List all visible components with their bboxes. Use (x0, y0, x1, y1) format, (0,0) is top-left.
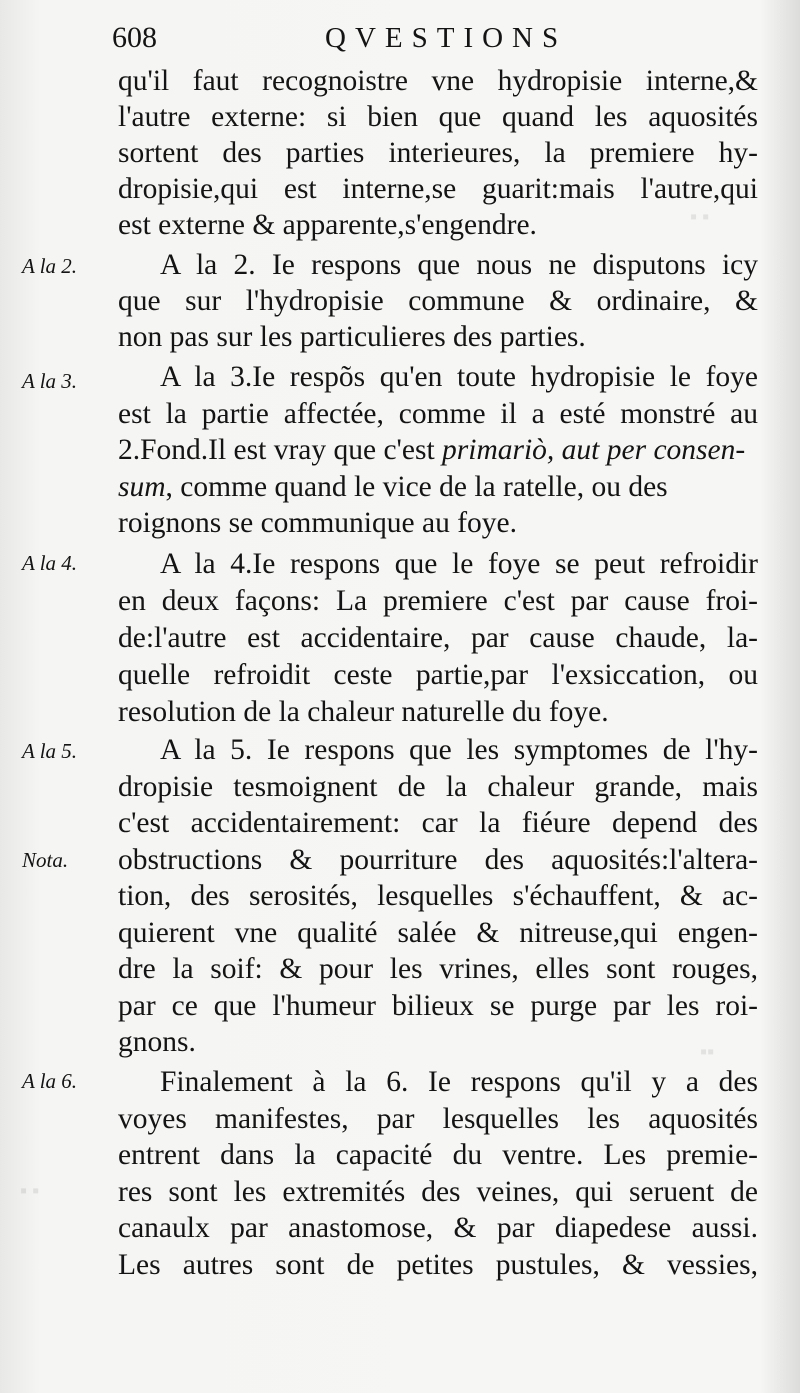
margin-note: A la 5. (22, 739, 78, 763)
text-line: par ce que l'humeur bilieux se purge par les roi- (118, 990, 758, 1022)
text-line: voyes manifestes, par lesquelles les aquosités (118, 1103, 758, 1135)
text-line: qu'il faut recognoistre vne hydropisie interne,& (118, 65, 758, 97)
text-span: , comme quand le vice de la ratelle, ou des (165, 471, 668, 503)
text-line: gnons. (118, 1026, 196, 1058)
text-line: tion, des serosités, lesquelles s'échauffent, & ac- (118, 880, 758, 912)
show-through-mark: ▪▪ (700, 1041, 715, 1063)
text-line: obstructions & pourriture des aquosités:l'altera- (118, 844, 758, 876)
text-line: est la partie affectée, comme il a esté monstré au (118, 398, 758, 430)
text-line: que sur l'hydropisie commune & ordinaire, & (118, 285, 758, 317)
text-line: sortent des parties interieures, la premiere hy- (118, 137, 758, 169)
text-line: A la 4.Ie respons que le foye se peut refroidir (160, 548, 758, 580)
text-line: non pas sur les particulieres des parties. (118, 321, 586, 353)
text-line-mixed (118, 469, 758, 505)
text-line: quelle refroidit ceste partie,par l'exsiccation, ou (118, 659, 758, 691)
running-title: QVESTIONS (325, 22, 568, 54)
text-line: entrent dans la capacité du ventre. Les premie- (118, 1139, 758, 1171)
latin-phrase: primariò, aut per consen- (442, 434, 746, 466)
margin-note: A la 3. (22, 369, 78, 393)
latin-phrase: sum (118, 471, 166, 503)
margin-note: A la 2. (22, 254, 78, 278)
text-line: res sont les extremités des veines, qui seruent de (118, 1176, 758, 1208)
margin-note: A la 4. (22, 551, 78, 575)
show-through-mark: ▪ ▪ (20, 1180, 40, 1202)
text-line: dropisie,qui est interne,se guarit:mais l'autre,qui (118, 173, 758, 205)
show-through-mark: ▪ ▪ (690, 206, 710, 228)
text-line: A la 2. Ie respons que nous ne disputons icy (160, 249, 758, 281)
margin-note: A la 6. (22, 1069, 78, 1093)
nota-note: Nota. (22, 848, 69, 872)
page-header (0, 18, 800, 58)
page-number: 608 (112, 21, 157, 54)
text-line: resolution de la chaleur naturelle du foye. (118, 696, 609, 728)
text-line: est externe & apparente,s'engendre. (118, 209, 537, 241)
text-line: l'autre externe: si bien que quand les aquosités (118, 101, 758, 133)
text-line: canaulx par anastomose, & par diapedese aussi. (118, 1212, 758, 1244)
text-line: dropisie tesmoignent de la chaleur grande, mais (118, 771, 758, 803)
text-line: Les autres sont de petites pustules, & vessies, (118, 1249, 758, 1281)
text-line: c'est accidentairement: car la fiéure depend des (118, 807, 758, 839)
text-line: A la 3.Ie respõs qu'en toute hydropisie le foye (160, 361, 758, 393)
text-line: A la 5. Ie respons que les symptomes de l'hy- (160, 734, 758, 766)
text-line-mixed (118, 432, 758, 468)
text-line: de:l'autre est accidentaire, par cause chaude, la- (118, 622, 758, 654)
text-line: roignons se communique au foye. (118, 507, 517, 539)
text-line: Finalement à la 6. Ie respons qu'il y a des (160, 1066, 758, 1098)
text-line: quierent vne qualité salée & nitreuse,qui engen- (118, 917, 758, 949)
text-line: en deux façons: La premiere c'est par cause froi- (118, 585, 758, 617)
text-line: dre la soif: & pour les vrines, elles sont rouges, (118, 953, 758, 985)
text-span: 2.Fond.Il est vray que c'est (118, 434, 435, 466)
